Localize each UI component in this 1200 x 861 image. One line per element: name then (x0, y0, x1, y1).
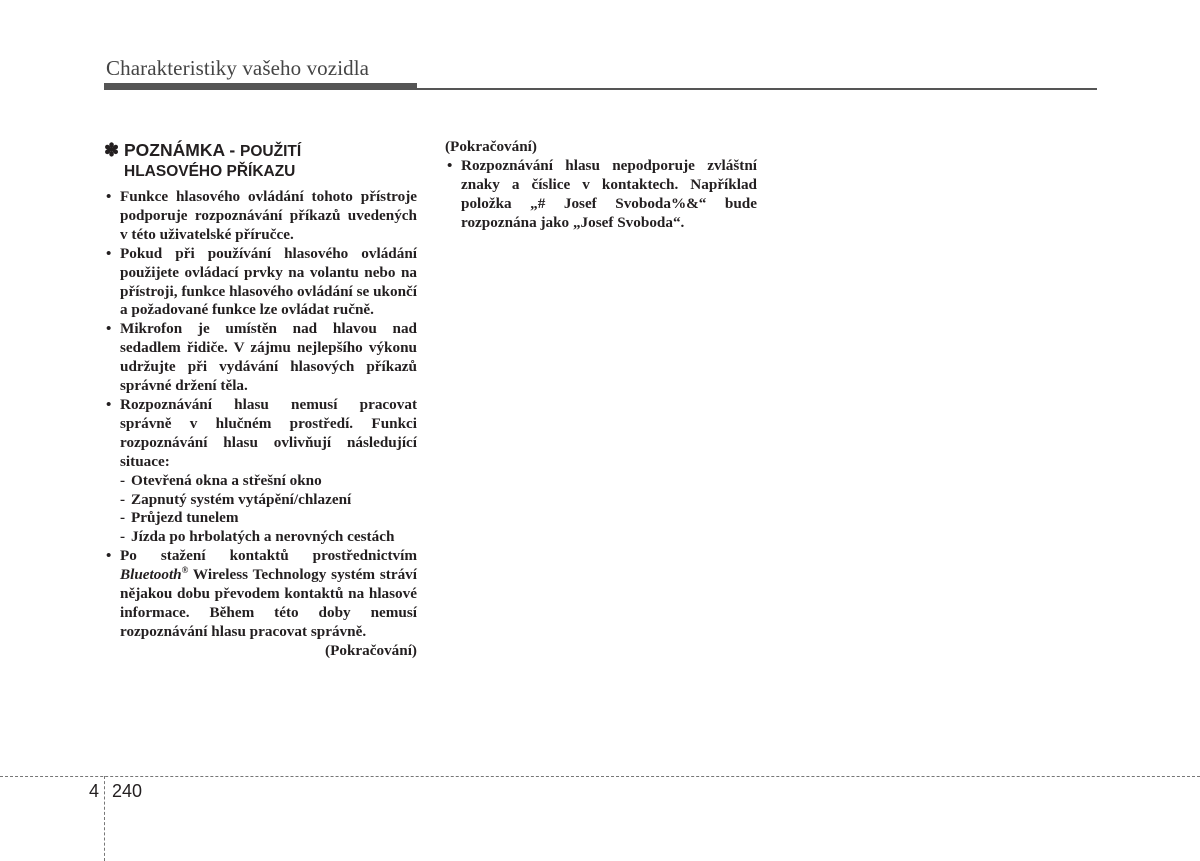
bullet-item: • Rozpoznávání hlasu nemusí pracovat správně v hlučném prostředí. Funkci rozpoznávání hlasu ovlivňují následující situace: (104, 396, 417, 472)
bluetooth-word: Bluetooth (120, 566, 182, 584)
bullet-item: • Pokud při používání hlasového ovládání použijete ovládací prvky na volantu nebo na přístroji, funkce hlasového ovládání se ukončí a požadované funkce lze ovládat ručně. (104, 245, 417, 321)
asterisk-icon: ✽ (104, 140, 120, 160)
page-header-title: Charakteristiky vašeho vozidla (106, 56, 370, 80)
chapter-number: 4 (89, 781, 100, 801)
note-heading-sub: POUŽITÍ (240, 143, 302, 160)
situation-list (104, 472, 417, 548)
sub-item: - Průjezd tunelem (104, 509, 417, 528)
page-number: 240 (112, 781, 143, 801)
bullet-item-bluetooth (104, 547, 417, 642)
footer-divider (0, 776, 1200, 777)
continued-label-top: (Pokračování) (445, 138, 537, 155)
sub-item: - Zapnutý systém vytápění/chlazení (104, 491, 417, 510)
continued-label: (Pokračování) (325, 641, 417, 659)
note-heading-main: POZNÁMKA - (124, 140, 241, 160)
bullet-item: • Mikrofon je umístěn nad hlavou nad sedadlem řidiče. V zájmu nejlepšího výkonu udržujte při vydávání hlasových příkazů správné držení těla. (104, 320, 417, 396)
note-heading-line2: HLASOVÉHO PŘÍKAZU (124, 163, 296, 180)
bullet-item: • Funkce hlasového ovládání tohoto přístroje podporuje rozpoznávání příkazů uvedených v této uživatelské příručce. (104, 188, 417, 245)
left-column (104, 138, 417, 661)
header-rule-thin (104, 88, 1097, 90)
bullet-text-rest: Wireless Technology systém stráví nějakou dobu převodem kontaktů na hlasové informace. Během této doby nemusí rozpoznávání hlasu pracovat správně. (120, 566, 417, 640)
sub-item: - Jízda po hrbolatých a nerovných cestách (104, 528, 417, 547)
registered-mark: ® (181, 565, 189, 576)
bullet-text: Po stažení kontaktů prostřednictvím (120, 547, 417, 565)
right-column (445, 138, 757, 233)
sub-item: - Otevřená okna a střešní okno (104, 472, 417, 491)
note-heading (104, 140, 417, 182)
footer-vertical-divider (104, 776, 105, 861)
bullet-item: • Rozpoznávání hlasu nepodporuje zvláštní znaky a číslice v kontaktech. Například položka „# Josef Svoboda%&“ bude rozpoznána jako „Josef Svoboda“. (445, 157, 757, 233)
